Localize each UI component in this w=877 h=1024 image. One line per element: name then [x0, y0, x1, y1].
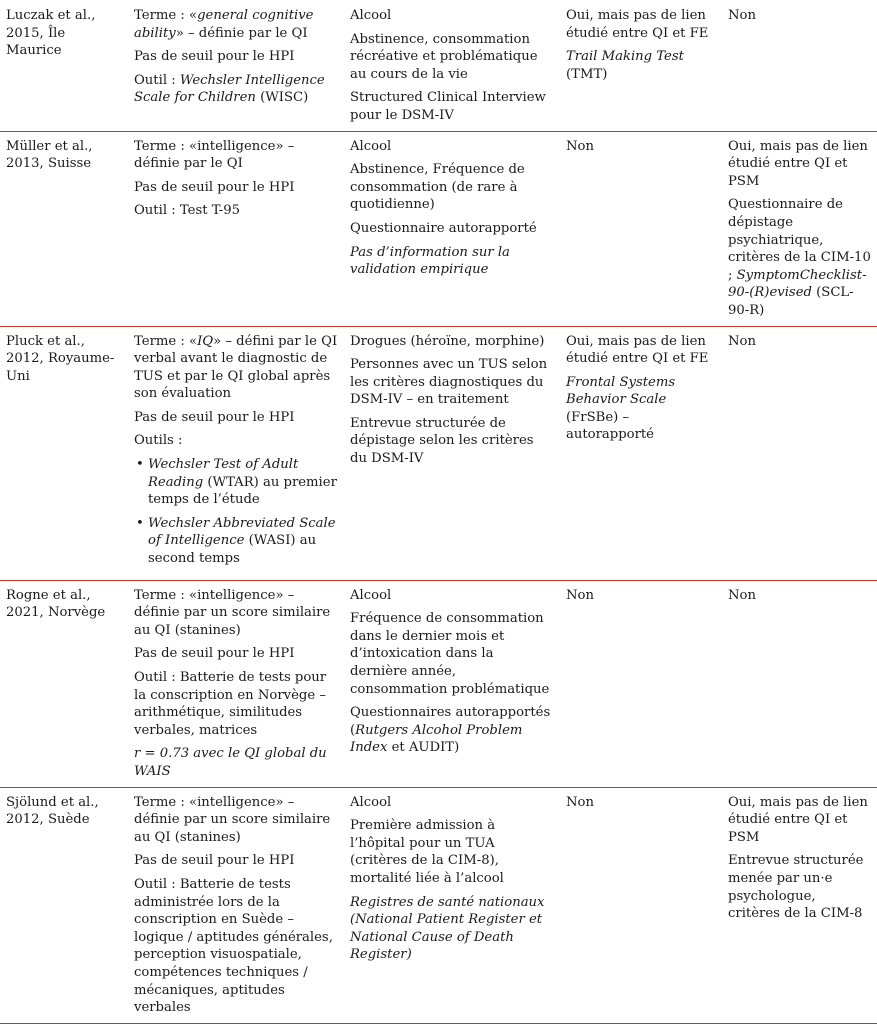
study-reference: Rogne et al., 2021, Norvège [6, 587, 106, 621]
text-span: Terme : « [134, 8, 198, 23]
psm-status: Non [728, 8, 756, 23]
substance-cell [344, 787, 560, 1023]
study-reference-cell [0, 787, 128, 1023]
substance-cell [344, 326, 560, 580]
substance-type: Alcool [350, 794, 392, 810]
text-span: (WTAR) au premier temps de l’étude [148, 474, 337, 508]
table-row [0, 0, 877, 131]
intelligence-definition-cell [128, 787, 344, 1023]
executive-functions-cell [560, 326, 722, 580]
hpi-threshold: Pas de seuil pour le HPI [134, 49, 295, 65]
substance-cell [344, 580, 560, 787]
tools-label: Outils : [134, 433, 183, 449]
fe-status: Non [566, 138, 594, 154]
study-reference: Sjölund et al., 2012, Suède [6, 794, 99, 828]
definition-term [134, 333, 338, 403]
assessment-tool [350, 704, 554, 757]
text-span: Outil : [134, 72, 180, 88]
text-span: (WISC) [255, 90, 309, 106]
substance-type: Alcool [350, 138, 392, 154]
italic-tool-name: Wechsler Test of Adult Reading [148, 457, 299, 490]
hpi-threshold: Pas de seuil pour le HPI [134, 179, 295, 195]
substance-type: Drogues (héroïne, morphine) [350, 333, 545, 349]
definition-term: Terme : «intelligence» – définie par un score similaire au QI (stanines) [134, 587, 331, 638]
fe-status: Non [566, 587, 594, 603]
psm-cell [722, 580, 877, 787]
hpi-threshold: Pas de seuil pour le HPI [134, 646, 295, 662]
consumption-measure: Première admission à l’hôpital pour un TUA (critères de la CIM-8), mortalité liée à l’alcool [350, 818, 504, 886]
executive-functions-cell [560, 787, 722, 1023]
assessment-tool: Questionnaire autorapporté [350, 220, 537, 236]
definition-term: Terme : «intelligence» – définie par le QI [134, 138, 295, 172]
intelligence-definition-cell [128, 131, 344, 326]
hpi-threshold: Pas de seuil pour le HPI [134, 853, 295, 869]
definition-term [134, 7, 338, 42]
list-item [148, 456, 338, 509]
italic-term: general cognitive ability [134, 8, 314, 41]
study-reference-cell [0, 326, 128, 580]
table-row [0, 131, 877, 326]
definition-tool: Outil : Batterie de tests pour la conscription en Norvège – arithmétique, similitudes verbales, matrices [134, 670, 327, 738]
text-span: » – définie par le QI [175, 25, 308, 41]
correlation-note: r = 0.73 avec le QI global du WAIS [134, 746, 327, 779]
psm-status: Non [728, 333, 756, 349]
psm-status: Oui, mais pas de lien étudié entre QI et PSM [728, 138, 868, 189]
executive-functions-cell [560, 131, 722, 326]
assessment-tool: Entrevue structurée de dépistage selon les critères du DSM-IV [350, 415, 534, 467]
italic-tool-name: Trail Making Test [566, 49, 684, 65]
tools-list [134, 456, 338, 568]
psm-status: Non [728, 587, 756, 603]
study-reference: Luczak et al., 2015, Île Maurice [6, 8, 96, 59]
substance-cell [344, 131, 560, 326]
psm-tool [728, 196, 871, 319]
consumption-measure: Fréquence de consommation dans le dernier mois et d’intoxication dans la dernière année, consommation problématique [350, 611, 550, 697]
table-row [0, 326, 877, 580]
consumption-measure: Abstinence, Fréquence de consommation (de rare à quotidienne) [350, 162, 525, 213]
executive-functions-cell [560, 580, 722, 787]
italic-tool-name: SymptomChecklist-90-(R)evised [728, 267, 867, 301]
definition-tool [134, 72, 338, 107]
consumption-measure: Abstinence, consommation récréative et problématique au cours de la vie [350, 31, 538, 82]
text-span: Terme : « [134, 333, 198, 349]
table-row [0, 580, 877, 787]
italic-tool-name: Frontal Systems Behavior Scale [566, 374, 676, 408]
text-span: et AUDIT) [387, 740, 460, 756]
study-reference-cell [0, 131, 128, 326]
text-span: (WASI) au second temps [148, 533, 317, 567]
fe-status: Non [566, 794, 594, 810]
table-row [0, 787, 877, 1023]
psm-cell [722, 131, 877, 326]
substance-type: Alcool [350, 8, 392, 23]
intelligence-definition-cell [128, 326, 344, 580]
executive-functions-cell [560, 0, 722, 131]
italic-tool-name: Rutgers Alcohol Problem Index [350, 722, 523, 756]
fe-tool [566, 374, 716, 444]
text-span: (SCL-90-R) [728, 285, 854, 318]
intelligence-definition-cell [128, 0, 344, 131]
text-span: (FrSBe) – autorapporté [566, 409, 654, 443]
consumption-measure: Personnes avec un TUS selon les critères diagnostiques du DSM-IV – en traitement [350, 357, 548, 408]
assessment-tool: Registres de santé nationaux (National Patient Register et National Cause of Death Register) [350, 894, 545, 963]
study-reference-cell [0, 0, 128, 131]
text-span: (TMT) [566, 66, 608, 82]
psm-tool: Entrevue structurée menée par un·e psychologue, critères de la CIM-8 [728, 853, 864, 922]
list-item [148, 515, 338, 568]
intelligence-definition-cell [128, 580, 344, 787]
italic-term: IQ [197, 333, 214, 349]
study-reference-cell [0, 580, 128, 787]
text-span: » – défini par le QI verbal avant le diagnostic de TUS et par le QI global après son évaluation [134, 333, 338, 402]
fe-status: Oui, mais pas de lien étudié entre QI et FE [566, 333, 709, 367]
study-reference: Pluck et al., 2012, Royaume-Uni [6, 333, 115, 384]
definition-tool: Outil : Batterie de tests administrée lors de la conscription en Suède – logique / aptitudes générales, perception visuospatiale, compétences techniques / mécaniques, aptitudes verbales [134, 876, 333, 1016]
psm-status: Oui, mais pas de lien étudié entre QI et PSM [728, 794, 868, 845]
assessment-tool: Structured Clinical Interview pour le DSM-IV [350, 90, 546, 123]
substance-type: Alcool [350, 587, 392, 603]
psm-cell [722, 787, 877, 1023]
text-span: Questionnaire de dépistage psychiatrique, critères de la CIM-10 ; [728, 197, 871, 283]
hpi-threshold: Pas de seuil pour le HPI [134, 409, 295, 425]
italic-tool-name: Wechsler Abbreviated Scale of Intelligence [148, 515, 336, 549]
validation-note: Pas d’information sur la validation empirique [350, 244, 510, 278]
fe-tool [566, 48, 716, 83]
definition-term: Terme : «intelligence» – définie par un score similaire au QI (stanines) [134, 794, 331, 845]
psm-cell [722, 326, 877, 580]
text-span: Questionnaires autorapportés ( [350, 705, 551, 738]
fe-status: Oui, mais pas de lien étudié entre QI et FE [566, 8, 709, 41]
definition-tool: Outil : Test T-95 [134, 203, 241, 219]
substance-cell [344, 0, 560, 131]
psm-cell [722, 0, 877, 131]
italic-tool-name: Wechsler Intelligence Scale for Children [134, 72, 325, 106]
study-reference: Müller et al., 2013, Suisse [6, 138, 93, 172]
